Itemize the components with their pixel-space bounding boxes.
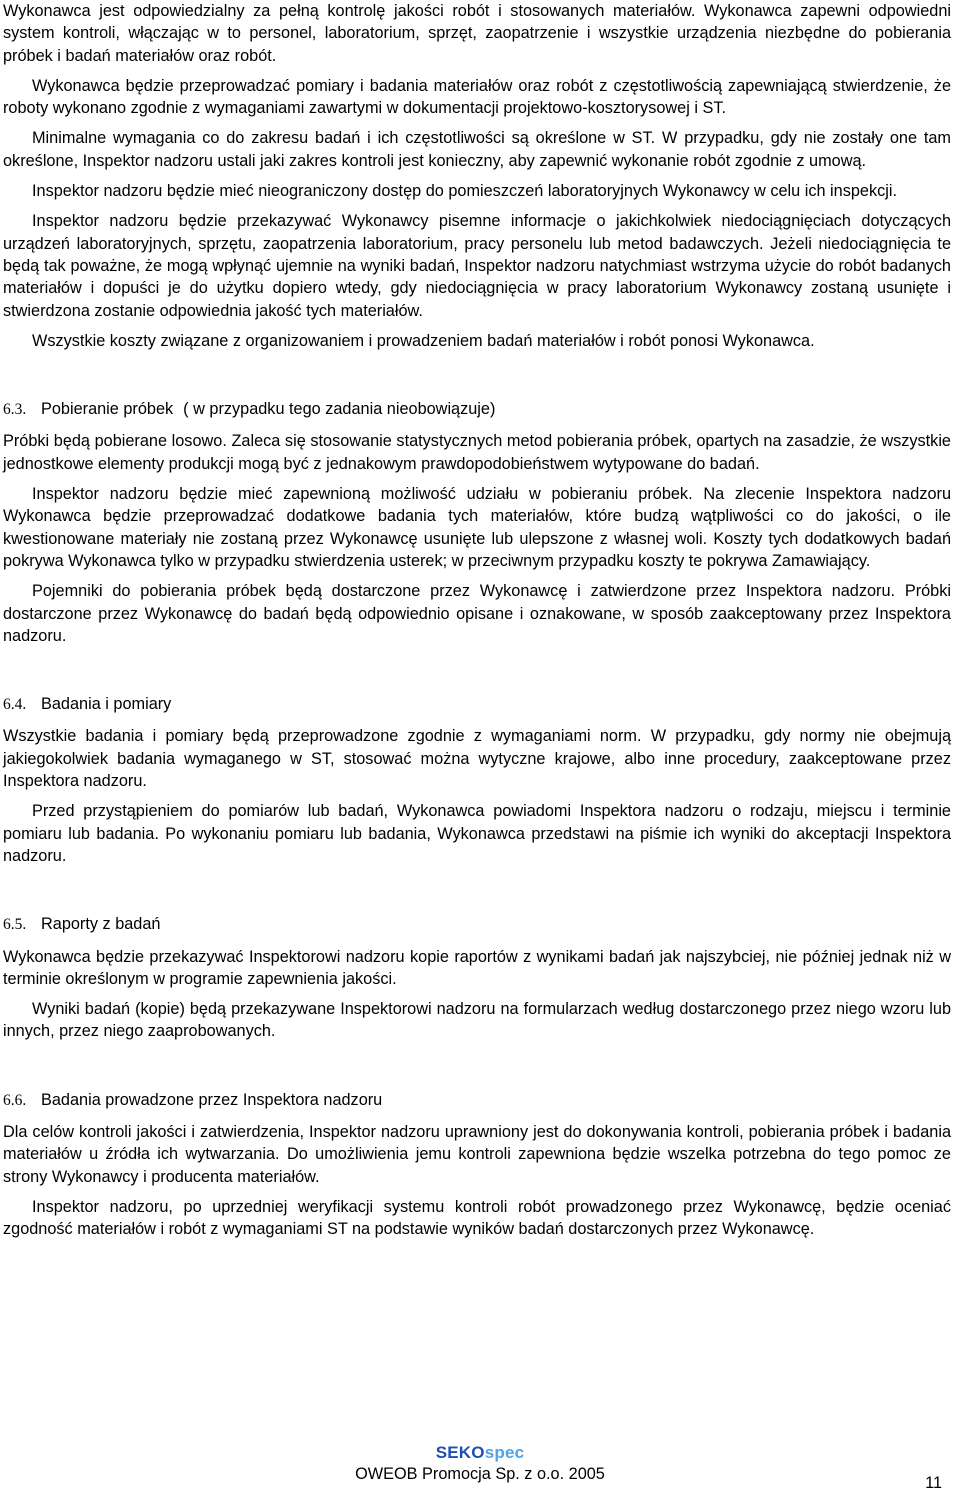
brand-logo-part1: SEKO [435, 1443, 485, 1462]
section-heading-6-3 [3, 398, 951, 421]
paragraph: Wyniki badań (kopie) będą przekazywane Inspektorowi nadzoru na formularzach według dostarczonego przez niego wzoru lub innych, przez niego zaaprobowanych. [3, 1000, 951, 1041]
paragraph: Wykonawca jest odpowiedzialny za pełną kontrolę jakości robót i stosowanych materiałów. Wykonawca zapewni odpowiedni system kontroli, włączając w to personel, laboratorium, sprzęt, zaopatrzenie i wszystkie urządzenia niezbędne do pobierania próbek i badań materiałów oraz robót. [3, 2, 951, 65]
section-number: 6.6. [3, 1091, 27, 1109]
paragraph: Inspektor nadzoru, po uprzedniej weryfikacji systemu kontroli robót prowadzonego przez Wykonawcę, będzie oceniać zgodność materiałów i robót z wymaganiami ST na podstawie wyników badań dostarczonych przez Wykonawcę. [3, 1197, 951, 1239]
paragraph: Inspektor nadzoru będzie mieć zapewnioną możliwość udziału w pobieraniu próbek. Na zlecenie Inspektora nadzoru Wykonawca będzie przeprowadzać dodatkowe badania tych materiałów, które budzą wątpliwości co do jakości, o ile kwestionowane materiały nie zostaną przez Wykonawcę usunięte lub ulepszone z własnej woli. Koszty tych dodatkowych badań pokrywa Wykonawca tylko w przypadku stwierdzenia usterek; w przeciwnym przypadku koszty te pokrywa Zamawiający. [3, 485, 951, 570]
paragraph: Wykonawca będzie przeprowadzać pomiary i badania materiałów oraz robót z częstotliwością zapewniającą stwierdzenie, że roboty wykonano zgodnie z wymaganiami zawartymi w dokumentacji projektowo-kosztorysowej i ST. [3, 76, 951, 118]
section-number: 6.5. [3, 916, 27, 934]
brand-logo [0, 1443, 960, 1463]
section-note: ( w przypadku tego zadania nieobowiązuje) [183, 400, 496, 419]
section-heading-6-6 [3, 1089, 951, 1112]
section-number: 6.4. [3, 696, 27, 714]
paragraph: Dla celów kontroli jakości i zatwierdzenia, Inspektor nadzoru uprawniony jest do dokonywania kontroli, pobierania próbek i badania materiałów u źródła ich wytwarzania. Do umożliwienia jemu kontroli zapewniona będzie wszelka potrzebna do tego pomoc ze strony Wykonawcy i producenta materiałów. [3, 1122, 951, 1186]
page-footer [0, 1443, 960, 1485]
section-heading-6-4 [3, 693, 951, 716]
section-number: 6.3. [3, 401, 27, 419]
paragraph: Pojemniki do pobierania próbek będą dostarczone przez Wykonawcę i zatwierdzone przez Inspektora nadzoru. Próbki dostarczone przez Wykonawcę do badań będą odpowiednio opisane i oznakowane, w sposób zaakceptowany przez Inspektora nadzoru. [3, 582, 951, 645]
paragraph: Inspektor nadzoru będzie mieć nieograniczony dostęp do pomieszczeń laboratoryjnych Wykonawcy w celu ich inspekcji. [32, 182, 898, 201]
brand-logo-part2: spec [484, 1443, 525, 1462]
section-title: Badania prowadzone przez Inspektora nadzoru [41, 1090, 383, 1109]
page-number: 11 [925, 1474, 942, 1492]
document-body [3, 0, 951, 1240]
footer-organization: OWEOB Promocja Sp. z o.o. 2005 [355, 1465, 605, 1483]
section-title: Raporty z badań [41, 915, 161, 934]
paragraph: Przed przystąpieniem do pomiarów lub badań, Wykonawca powiadomi Inspektora nadzoru o rodzaju, miejscu i terminie pomiaru lub badania. Po wykonaniu pomiaru lub badania, Wykonawca przedstawi na piśmie ich wyniki do akceptacji Inspektora nadzoru. [3, 802, 951, 865]
paragraph: Minimalne wymagania co do zakresu badań i ich częstotliwości są określone w ST. W przypadku, gdy nie zostały one tam określone, Inspektor nadzoru ustali jaki zakres kontroli jest konieczny, aby zapewnić wykonanie robót zgodnie z umową. [3, 129, 951, 170]
paragraph: Inspektor nadzoru będzie przekazywać Wykonawcy pisemne informacje o jakichkolwiek niedociągnięciach dotyczących urządzeń laboratoryjnych, sprzętu, zaopatrzenia laboratorium, pracy personelu lub metod badawczych. Jeżeli niedociągnięcia te będą tak poważne, że mogą wpłynąć ujemnie na wyniki badań, Inspektor nadzoru natychmiast wstrzyma użycie do robót badanych materiałów i dopuści je do użytku dopiero wtedy, gdy niedociągnięcia w pracy laboratorium Wykonawcy zostaną usunięte i stwierdzona zostanie odpowiednia jakość tych materiałów. [3, 212, 951, 320]
section-title: Badania i pomiary [41, 695, 172, 714]
paragraph: Próbki będą pobierane losowo. Zaleca się stosowanie statystycznych metod pobierania próbek, opartych na zasadzie, że wszystkie jednostkowe elementy produkcji mogą być z jednakowym prawdopodobieństwem wytypowane do badań. [3, 432, 951, 473]
section-title: Pobieranie próbek [41, 400, 174, 419]
paragraph: Wykonawca będzie przekazywać Inspektorowi nadzoru kopie raportów z wynikami badań jak najszybciej, nie później jednak niż w terminie określonym w programie zapewnienia jakości. [3, 947, 951, 988]
section-heading-6-5 [3, 913, 951, 936]
paragraph: Wszystkie koszty związane z organizowaniem i prowadzeniem badań materiałów i robót ponosi Wykonawca. [32, 331, 815, 350]
paragraph: Wszystkie badania i pomiary będą przeprowadzone zgodnie z wymaganiami norm. W przypadku, gdy normy nie obejmują jakiegokolwiek badania wymaganego w ST, stosować można wytyczne krajowe, albo inne procedury, zaakceptowane przez Inspektora nadzoru. [3, 727, 951, 791]
